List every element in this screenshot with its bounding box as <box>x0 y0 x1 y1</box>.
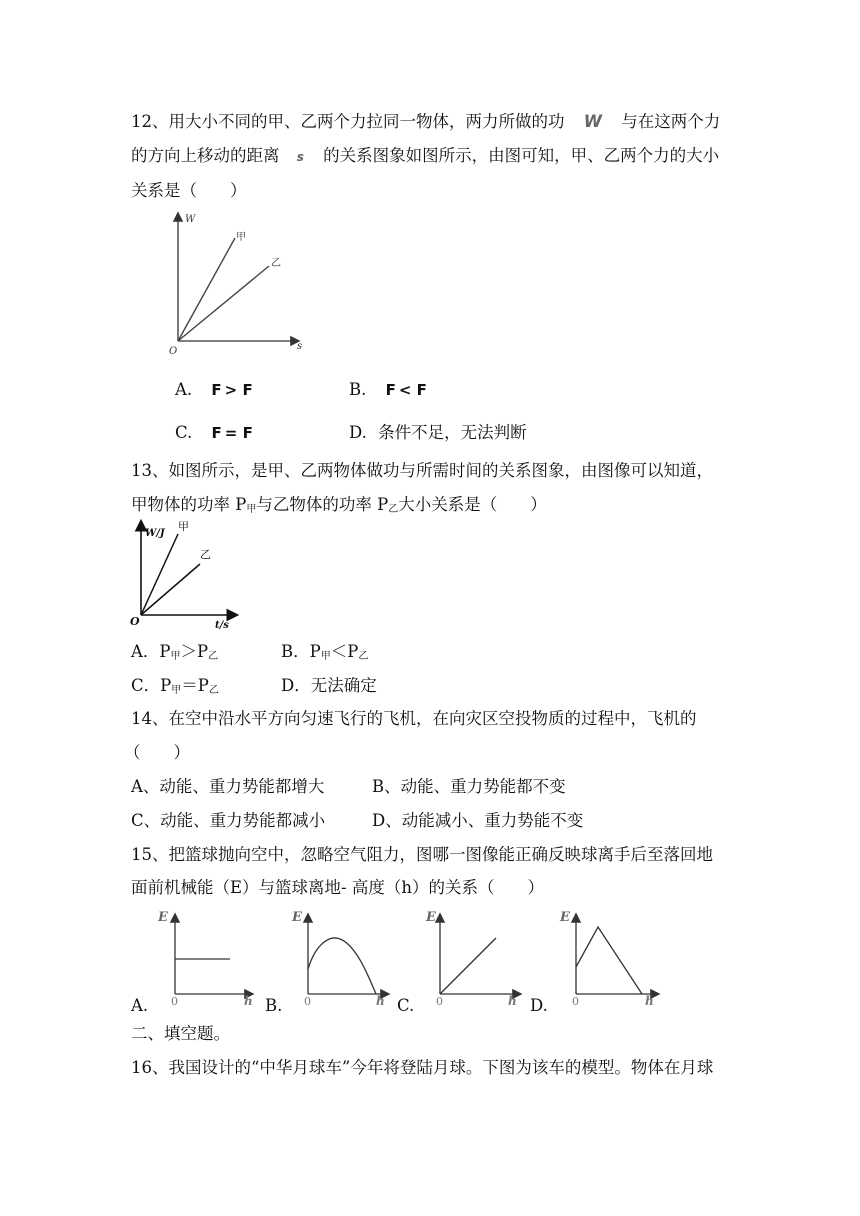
q13-option-a[interactable] <box>131 641 218 668</box>
option-label: C. <box>175 423 193 442</box>
q14-option-b[interactable]: B、动能、重力势能都不变 <box>372 777 566 796</box>
q14-option-d[interactable]: D、动能减小、重力势能不变 <box>372 811 584 830</box>
q13-text: 大小关系是（ ） <box>398 495 547 514</box>
q15-graph-c[interactable] <box>418 905 528 1005</box>
origin-label: O <box>169 346 178 357</box>
q16-line-1: 16、我国设计的“中华月球车”今年将登陆月球。下图为该车的模型。物体在月球 <box>131 1058 714 1077</box>
q15-option-b-label[interactable]: B. <box>265 996 283 1015</box>
y-axis-label: E <box>426 910 436 925</box>
option-text: ＞P <box>180 642 209 661</box>
label-yi: 乙 <box>271 258 281 269</box>
option-formula: F < F <box>385 381 427 399</box>
y-axis-label: E <box>560 910 570 925</box>
q15-graph-a[interactable] <box>152 905 262 1005</box>
q13-graph <box>128 518 243 630</box>
option-text: A．P <box>131 642 171 661</box>
q15-graph-b[interactable] <box>284 905 394 1005</box>
energy-line <box>576 927 642 994</box>
option-formula: F > F <box>211 381 253 399</box>
q14-line-2: （ ） <box>124 743 190 762</box>
option-text: ＝P <box>181 676 209 695</box>
x-axis-label: s <box>297 341 303 352</box>
y-axis-label: W <box>185 214 196 225</box>
x-axis-label: t/s <box>215 620 229 630</box>
q13-line-1: 13、如图所示，是甲、乙两物体做功与所需时间的关系图象，由图像可以知道， <box>131 461 713 480</box>
subscript-jia: 甲 <box>171 685 182 696</box>
q12-line-3: 关系是（ ） <box>131 181 247 200</box>
origin-label: 0 <box>304 995 311 1005</box>
s-symbol: s <box>296 150 304 164</box>
q12-option-c[interactable] <box>175 422 253 444</box>
q12-option-d[interactable] <box>349 422 527 444</box>
q15-option-a-label[interactable]: A. <box>131 996 149 1015</box>
line-jia <box>178 238 235 341</box>
option-text: ＜P <box>330 642 359 661</box>
q12-option-b[interactable] <box>349 379 427 401</box>
section-title: 二、填空题。 <box>131 1024 230 1043</box>
option-text: 条件不足，无法判断 <box>378 423 527 442</box>
q13-text: 甲物体的功率 P <box>131 495 247 514</box>
line-yi <box>178 266 269 341</box>
q13-text: 与乙物体的功率 P <box>256 495 389 514</box>
q15-line-2: 面前机械能（E）与篮球离地- 高度（h）的关系（ ） <box>131 878 544 897</box>
label-yi: 乙 <box>200 548 211 561</box>
q13-option-b[interactable] <box>281 641 368 668</box>
q12-line-1 <box>131 111 720 133</box>
subscript-yi: 乙 <box>208 685 219 696</box>
x-axis-label: h <box>508 994 517 1005</box>
q15-graph-d[interactable] <box>552 905 664 1005</box>
line-jia <box>141 534 178 615</box>
q12-line-2 <box>131 145 719 168</box>
q14-option-c[interactable]: C、动能、重力势能都减小 <box>131 811 326 830</box>
subscript-jia: 甲 <box>170 651 181 662</box>
y-axis-label: E <box>292 910 302 925</box>
origin-label: 0 <box>572 995 579 1005</box>
origin-label: 0 <box>436 995 443 1005</box>
x-axis-label: h <box>645 994 654 1005</box>
q12-text: 的方向上移动的距离 <box>131 146 280 165</box>
option-text: B．P <box>281 642 321 661</box>
subscript-jia: 甲 <box>320 651 331 662</box>
q15-line-1: 15、把篮球抛向空中，忽略空气阻力，图哪一图像能正确反映球离手后至落回地 <box>131 845 713 864</box>
energy-curve <box>308 938 376 994</box>
q14-option-a[interactable]: A、动能、重力势能都增大 <box>131 777 325 796</box>
q15-option-d-label[interactable]: D. <box>530 996 548 1015</box>
q12-text: 与在这两个力 <box>621 112 721 131</box>
option-formula: F = F <box>211 424 253 442</box>
subscript-yi: 乙 <box>388 504 399 515</box>
q12-text: 12、用大小不同的甲、乙两个力拉同一物体，两力所做的功 <box>131 112 565 131</box>
q12-option-a[interactable] <box>175 379 253 401</box>
option-label: D. <box>349 423 367 442</box>
label-jia: 甲 <box>236 232 246 243</box>
line-yi <box>141 564 200 615</box>
q13-option-c[interactable] <box>131 675 219 702</box>
q15-option-c-label[interactable]: C. <box>397 996 415 1015</box>
subscript-yi: 乙 <box>208 651 219 662</box>
q12-text: 的关系图象如图所示，由图可知，甲、乙两个力的大小 <box>323 146 720 165</box>
q12-graph <box>165 208 315 358</box>
option-text: C．P <box>131 676 172 695</box>
subscript-jia: 甲 <box>246 504 257 515</box>
q13-line-2 <box>131 494 547 521</box>
origin-label: O <box>130 615 140 628</box>
label-jia: 甲 <box>178 520 189 533</box>
x-axis-label: h <box>244 994 253 1005</box>
y-axis-label: W/J <box>145 528 165 539</box>
w-symbol: W <box>583 112 602 131</box>
energy-line <box>440 938 496 994</box>
subscript-yi: 乙 <box>358 651 369 662</box>
y-axis-label: E <box>158 910 168 925</box>
option-label: A. <box>175 380 193 399</box>
q13-option-d[interactable]: D．无法确定 <box>281 676 377 695</box>
origin-label: 0 <box>171 995 178 1005</box>
x-axis-label: h <box>376 994 385 1005</box>
q14-line-1: 14、在空中沿水平方向匀速飞行的飞机，在向灾区空投物质的过程中，飞机的 <box>131 709 697 728</box>
option-label: B. <box>349 380 367 399</box>
